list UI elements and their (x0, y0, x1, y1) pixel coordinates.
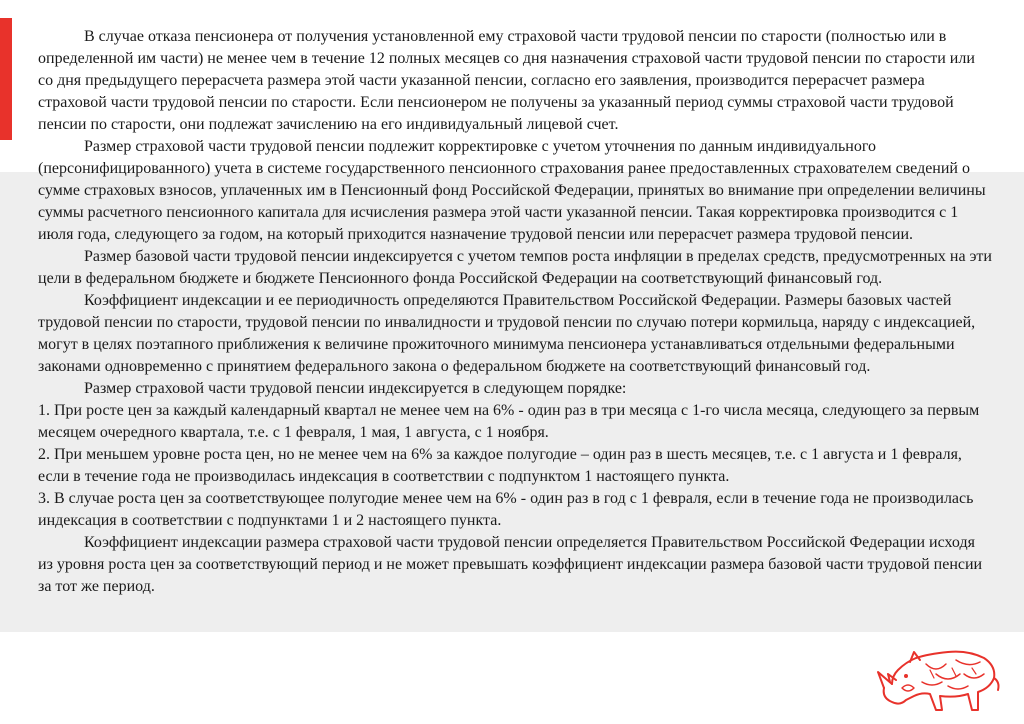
paragraph-insurance-correction: Размер страховой части трудовой пенсии подлежит корректировке с учетом уточнения по данным индивидуального (персонифицированного) учета в системе государственного пенсионного страхования ранее предоставленных страхователем сведений о сумме страховых взносов, уплаченных им в Пенсионный фонд Российской Федерации, принятых во внимание при определении величины суммы расчетного пенсионного капитала для исчисления размера этой части указанной пенсии. Такая корректировка производится с 1 июля года, следующего за годом, на который приходится назначение трудовой пенсии или перерасчет размера трудовой пенсии. (38, 138, 986, 243)
list-item-2: 2. При меньшем уровне роста цен, но не менее чем на 6% за каждое полугодие – один раз в шесть месяцев, т.е. с 1 августа и 1 февраля, если в течение года не производилась индексация в соответствии с подпунктом 1 настоящего пункта. (38, 446, 962, 485)
paragraph-insurance-coefficient: Коэффициент индексации размера страховой части трудовой пенсии определяется Правительством Российской Федерации исходя из уровня роста цен за соответствующий период и не может превышать коэффициент индексации размера базовой части трудовой пенсии за тот же период. (38, 534, 983, 595)
list-item-3: 3. В случае роста цен за соответствующее полугодие менее чем на 6% - один раз в год с 1 февраля, если в течение года не производилась индексация в соответствии с подпунктами 1 и 2 настоящего пункта. (38, 490, 974, 529)
list-item-1: 1. При росте цен за каждый календарный квартал не менее чем на 6% - один раз в три месяца с 1-го числа месяца, следующего за первым месяцем очередного квартала, т.е. с 1 февраля, 1 мая, 1 августа, с 1 ноября. (38, 402, 980, 441)
paragraph-indexation-coefficient: Коэффициент индексации и ее периодичность определяются Правительством Российской Федерации. Размеры базовых частей трудовой пенсии по старости, трудовой пенсии по инвалидности и трудовой пенсии по случаю потери кормильца, наряду с индексацией, могут в целях поэтапного приближения к величине прожиточного минимума пенсионера устанавливаться отдельными федеральными законами одновременно с принятием федерального закона о федеральном бюджете на соответствующий финансовый год. (38, 292, 976, 375)
paragraph-base-indexation: Размер базовой части трудовой пенсии индексируется с учетом темпов роста инфляции в пределах средств, предусмотренных на эти цели в федеральном бюджете и бюджете Пенсионного фонда Российской Федерации на соответствующий финансовый год. (38, 248, 992, 287)
red-accent-bar (0, 18, 12, 140)
paragraph-indexation-order: Размер страховой части трудовой пенсии индексируется в следующем порядке: (84, 380, 627, 397)
rhinoceros-logo-icon (876, 644, 1002, 716)
document-body (38, 26, 992, 598)
paragraph-refusal-recalculation: В случае отказа пенсионера от получения установленной ему страховой части трудовой пенсии по старости (полностью или в определенной им части) не менее чем в течение 12 полных месяцев со дня назначения страховой части трудовой пенсии по старости или со дня предыдущего перерасчета размера этой части указанной пенсии, согласно его заявления, производится перерасчет размера страховой части трудовой пенсии по старости. Если пенсионером не получены за указанный период суммы страховой части трудовой пенсии по старости, они подлежат зачислению на его индивидуальный лицевой счет. (38, 28, 975, 133)
